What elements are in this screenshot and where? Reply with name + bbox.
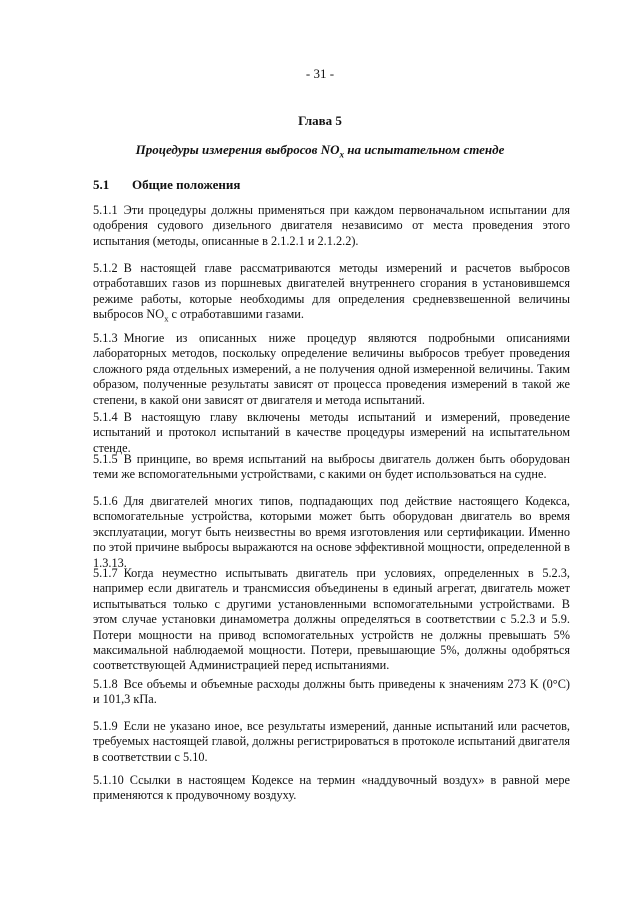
paragraph-text: Эти процедуры должны применяться при каждом первоначальном испытании для одобрения судового дизельного двигателя независимо от места проведения этого испытания (методы, описанные в 2.1.2.1 и 2.1.2.2). (93, 203, 570, 248)
paragraph-5-1-10 (93, 773, 570, 804)
paragraph-number: 5.1.5 (93, 452, 118, 466)
chapter-subtitle-post: на испытательном стенде (343, 142, 505, 157)
paragraph-text-sub: x (164, 313, 169, 324)
paragraph-5-1-2 (93, 261, 570, 323)
paragraph-5-1-6 (93, 494, 570, 571)
paragraph-text-pre: В настоящей главе рассматриваются методы измерений и расчетов выбросов отработавших газов из поршневых двигателей внутреннего сгорания в установившемся режиме работы, которые необходимы для определения средневзвешенной величины выбросов NO (93, 261, 570, 322)
paragraph-text: Ссылки в настоящем Кодексе на термин «наддувочный воздух» в равной мере применяются к продувочному воздуху. (93, 773, 570, 803)
section-number: 5.1 (93, 177, 110, 192)
paragraph-number: 5.1.3 (93, 331, 118, 345)
paragraph-number: 5.1.6 (93, 494, 118, 508)
paragraph-text: Все объемы и объемные расходы должны быть приведены к значениям 273 K (0°C) и 101,3 кПа. (93, 677, 570, 707)
paragraph-number: 5.1.4 (93, 410, 118, 424)
paragraph-number: 5.1.9 (93, 719, 118, 733)
paragraph-text: Когда неуместно испытывать двигатель при условиях, определенных в 5.2.3, например если двигатель и трансмиссия объединены в единый агрегат, двигатель может испытываться только с другими установленными вспомогательными устройствами. В этом случае установки динамометра должны определяться в соответствии с 5.2.3 и 5.9. Потери мощности на привод вспомогательных устройств не должны превышать 5% максимальной наблюдаемой мощности. Потери, превышающие 5%, должны одобряться соответствующей Администрацией перед испытаниями. (93, 566, 570, 673)
section-title: Общие положения (132, 177, 241, 192)
paragraph-5-1-3 (93, 331, 570, 408)
paragraph-text: Если не указано иное, все результаты измерений, данные испытаний или расчетов, требуемых настоящей главой, должны регистрироваться в протоколе испытаний двигателя в соответствии с 5.10. (93, 719, 570, 764)
paragraph-text-post: с отработавшими газами. (168, 307, 304, 322)
paragraph-number: 5.1.10 (93, 773, 124, 787)
paragraph-5-1-5 (93, 452, 570, 483)
paragraph-5-1-7 (93, 566, 570, 674)
paragraph-number: 5.1.1 (93, 203, 118, 217)
paragraph-5-1-8 (93, 677, 570, 708)
chapter-title: Глава 5 (298, 113, 342, 128)
chapter-subtitle (0, 142, 640, 160)
paragraph-5-1-1 (93, 203, 570, 249)
chapter-subtitle-sub: x (339, 149, 344, 160)
paragraph-text: В настоящую главу включены методы испытаний и измерений, проведение испытаний и протокол испытаний в качестве процедуры измерений на испытательном стенде. (93, 410, 570, 455)
paragraph-number: 5.1.7 (93, 566, 118, 580)
paragraph-number: 5.1.2 (93, 261, 118, 275)
paragraph-5-1-4 (93, 410, 570, 456)
page-number: - 31 - (305, 66, 335, 81)
paragraph-5-1-9 (93, 719, 570, 765)
paragraph-text: Для двигателей многих типов, подпадающих под действие настоящего Кодекса, вспомогательные устройства, которыми может быть оборудован двигатель во время эксплуатации, могут быть неизвестны во время изготовления или сертификации. Именно по этой причине выбросы выражаются на основе эффективной мощности, определенной в 1.3.13. (93, 494, 570, 570)
chapter-subtitle-pre: Процедуры измерения выбросов NO (135, 142, 340, 157)
paragraph-number: 5.1.8 (93, 677, 118, 691)
paragraph-text: Многие из описанных ниже процедур являются подробными описаниями лабораторных методов, поскольку определение величины выбросов требует проведения сложного ряда отдельных измерений, а не получения одной измеренной величины. Таким образом, полученные результаты зависят от процесса проведения измерений в такой же степени, в какой они зависят от двигателя и метода испытаний. (93, 331, 570, 407)
section-heading (93, 177, 240, 193)
paragraph-text: В принципе, во время испытаний на выбросы двигатель должен быть оборудован теми же вспомогательными устройствами, с какими он будет использоваться на судне. (93, 452, 570, 482)
